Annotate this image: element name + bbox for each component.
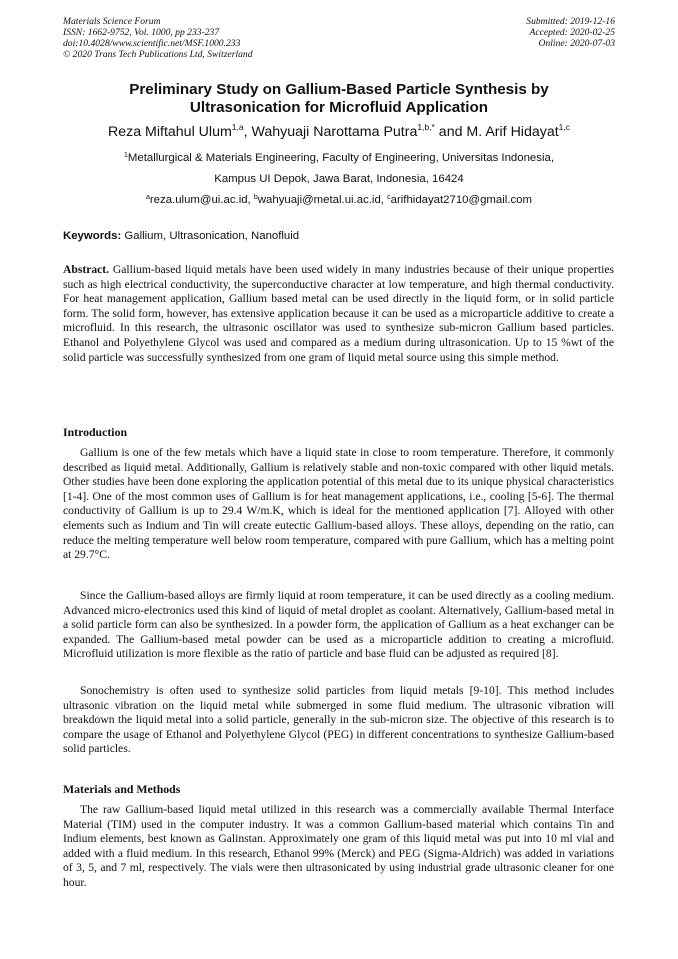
accepted-date: Accepted: 2020-02-25 [529, 27, 615, 38]
affiliation-marker: 1 [123, 152, 128, 159]
author-list [30, 123, 648, 141]
title-line-1: Preliminary Study on Gallium-Based Particle Synthesis by [129, 81, 549, 98]
issn-line: ISSN: 1662-9752, Vol. 1000, pp 233-237 [63, 27, 220, 38]
keywords-label: Keywords: [63, 230, 122, 242]
author-separator: and [434, 124, 467, 140]
email-marker-b: b [253, 194, 258, 201]
intro-paragraph-2: Since the Gallium-based alloys are firmly liquid at room temperature, it can be used directly as a cooling medium. Advanced micro-electronics used this kind of liquid of metal droplet as coolant. Alternatively, Gallium-based metal in a solid particle form can also be synthesized. In a powder form, the application of Gallium as a heat exchanger can be expanded. The Gallium-based metal powder can be used as a microparticle addition to creating a microfluid. Microfluid utilization is more flexible as the ratio of particle and base fluid can be adjusted as required [8]. [63, 589, 614, 661]
email-marker-a: a [145, 194, 150, 201]
author-2-affil: 1,b,* [417, 122, 435, 132]
email-c: arifhidayat2710@gmail.com [390, 194, 532, 206]
methods-heading: Materials and Methods [63, 782, 181, 796]
introduction-heading: Introduction [63, 425, 128, 439]
paper-title [40, 81, 638, 117]
submitted-date: Submitted: 2019-12-16 [526, 16, 615, 27]
author-2: Wahyuaji Narottama Putra [251, 124, 418, 140]
journal-info [63, 16, 253, 60]
author-separator: , [243, 124, 252, 140]
keywords-text: Gallium, Ultrasonication, Nanofluid [121, 230, 300, 242]
intro-paragraph-3: Sonochemistry is often used to synthesize solid particles from liquid metals [9-10]. This method includes ultrasonic vibration on the liquid metal while submerged in some fluid medium. The ultrasonic vibration will breakdown the liquid metal into a solid particle, generally in the sub-micron size. The objective of this research is to compare the usage of Ethanol and Polyethylene Glycol (PEG) in different concentrations to synthesize Gallium-based solid particles. [63, 684, 614, 756]
methods-paragraph-1: The raw Gallium-based liquid metal utilized in this research was a commercially available Thermal Interface Material (TIM) used in the computer industry. It was a common Gallium-based material which contains Tin and Indium elements, best known as Galinstan. Approximately one gram of this liquid metal was put into 10 ml vial and added with a fluid medium. In this research, Ethanol 99% (Merck) and PEG (Sigma-Aldrich) was added in variations of 3, 5, and 7 ml, respectively. The vials were then ultrasonicated by using industrial grade ultrasonic cleaner for one hour. [63, 803, 614, 889]
author-1-affil: 1,a [231, 122, 244, 132]
author-1: Reza Miftahul Ulum [107, 124, 232, 140]
doi-line: doi:10.4028/www.scientific.net/MSF.1000.233 [63, 38, 241, 49]
affiliation-text-2: Kampus UI Depok, Jawa Barat, Indonesia, 16424 [214, 173, 464, 185]
author-emails [40, 193, 638, 207]
keywords [63, 229, 299, 243]
email-a: reza.ulum@ui.ac.id, [149, 194, 254, 206]
affiliation-text-1: Metallurgical & Materials Engineering, Faculty of Engineering, Universitas Indonesia, [127, 152, 554, 164]
title-line-2: Ultrasonication for Microfluid Application [189, 99, 489, 116]
email-marker-c: c [387, 194, 391, 201]
copyright-line: © 2020 Trans Tech Publications Ltd, Switzerland [63, 49, 253, 60]
intro-paragraph-1: Gallium is one of the few metals which have a liquid state in close to room temperature. Therefore, it commonly described as liquid metal. Additionally, Gallium is relatively stable and non-toxic compared with other liquid metals. Other studies have been done exploring the application potential of this metal due to its unique physical characteristics [1-4]. One of the most common uses of Gallium is for heat management applications, i.e., cooling [5-6]. The thermal conductivity of Gallium is up to 29.4 W/m.K, which is ideal for the mentioned application [7]. Alloyed with other elements such as Indium and Tin will create eutectic Gallium-based alloys. These alloys, depending on the ratio, can reduce the melting temperature well below room temperature, compared with pure Gallium, which has a melting point at 29.7°C. [63, 446, 614, 562]
affiliation-line-1 [40, 151, 638, 165]
affiliation-line-2 [40, 172, 638, 186]
author-3: M. Arif Hidayat [466, 124, 559, 140]
abstract-text: Gallium-based liquid metals have been used widely in many industries because of their unique properties such as high electrical conductivity, the superconductive character at low temperature, and high thermal conductivity. For heat management application, Gallium based metal can be used directly in the liquid form, or in solid particle form. The solid form, however, has extensive application because it can be used as a microparticle additive to create a microfluid. In this research, the ultrasonic oscillator was used to synthesize sub-micron Gallium based particles. Ethanol and Polyethylene Glycol was used and compared as a medium during ultrasonication. Up to 15 %wt of the solid particle was successfully synthesized from one gram of liquid metal source using this simple method. [63, 263, 614, 364]
online-date: Online: 2020-07-03 [538, 38, 615, 49]
journal-name: Materials Science Forum [63, 16, 161, 27]
email-b: wahyuaji@metal.ui.ac.id, [257, 194, 388, 206]
abstract [63, 263, 614, 365]
abstract-label: Abstract. [63, 263, 110, 276]
author-3-affil: 1,c [558, 122, 571, 132]
publication-dates [526, 16, 615, 49]
